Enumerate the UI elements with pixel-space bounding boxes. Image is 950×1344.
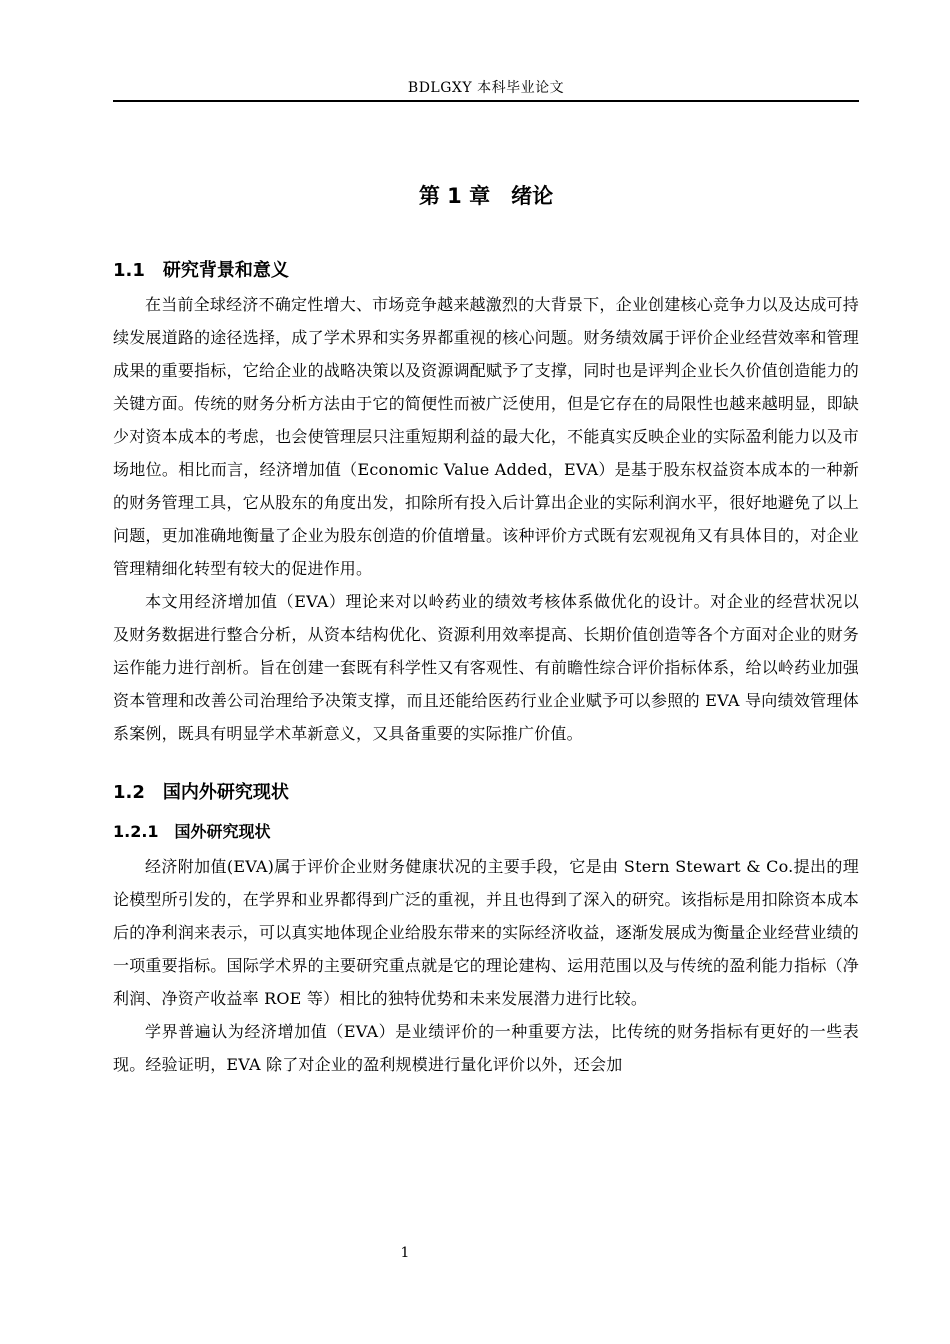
paragraph: 本文用经济增加值（EVA）理论来对以岭药业的绩效考核体系做优化的设计。对企业的经营状况以及财务数据进行整合分析，从资本结构优化、资源利用效率提高、长期价值创造等各个方面对企业的财务运作能力进行剖析。旨在创建一套既有科学性又有客观性、有前瞻性综合评价指标体系，给以岭药业加强资本管理和改善公司治理给予决策支撑，而且还能给医药行业企业赋予可以参照的 EVA 导向绩效管理体系案例，既具有明显学术革新意义，又具备重要的实际推广价值。 — [113, 592, 859, 743]
paragraph: 在当前全球经济不确定性增大、市场竞争越来越激烈的大背景下，企业创建核心竞争力以及达成可持续发展道路的途径选择，成了学术界和实务界都重视的核心问题。财务绩效属于评价企业经营效率和管理成果的重要指标，它给企业的战略决策以及资源调配赋予了支撑，同时也是评判企业长久价值创造能力的关键方面。传统的财务分析方法由于它的简便性而被广泛使用，但是它存在的局限性也越来越明显，即缺少对资本成本的考虑，也会使管理层只注重短期利益的最大化，不能真实反映企业的实际盈利能力以及市场地位。相比而言，经济增加值（Economic Value Added，EVA）是基于股东权益资本成本的一种新的财务管理工具，它从股东的角度出发，扣除所有投入后计算出企业的实际利润水平，很好地避免了以上问题，更加准确地衡量了企业为股东创造的价值增量。该种评价方式既有宏观视角又有具体目的，对企业管理精细化转型有较大的促进作用。 — [113, 295, 859, 578]
section-title-1-2: 1.2 国内外研究现状 — [113, 782, 289, 803]
chapter-title: 第 1 章 绪论 — [418, 184, 554, 208]
spacer — [113, 808, 859, 818]
spacer — [113, 216, 859, 256]
spacer — [113, 750, 859, 778]
header-rule — [113, 100, 859, 102]
subsection-title-1-2-1: 1.2.1 国外研究现状 — [113, 822, 271, 841]
page-content — [113, 176, 859, 1081]
running-header: BDLGXY 本科毕业论文 — [407, 80, 565, 96]
paragraph: 经济附加值(EVA)属于评价企业财务健康状况的主要手段，它是由 Stern Stewart & Co.提出的理论模型所引发的，在学界和业界都得到广泛的重视，并且也得到了深入的研究。该指标是用扣除资本成本后的净利润来表示，可以真实地体现企业给股东带来的实际经济收益，逐渐发展成为衡量企业经营业绩的一项重要指标。国际学术界的主要研究重点就是它的理论建构、运用范围以及与传统的盈利能力指标（净利润、净资产收益率 ROE 等）相比的独特优势和未来发展潜力进行比较。 — [113, 857, 859, 1008]
paragraph: 学界普遍认为经济增加值（EVA）是业绩评价的一种重要方法，比传统的财务指标有更好的一些表现。经验证明，EVA 除了对企业的盈利规模进行量化评价以外，还会加 — [113, 1022, 859, 1074]
page-number: 1 — [400, 1245, 410, 1261]
section-title-1-1: 1.1 研究背景和意义 — [113, 260, 289, 281]
